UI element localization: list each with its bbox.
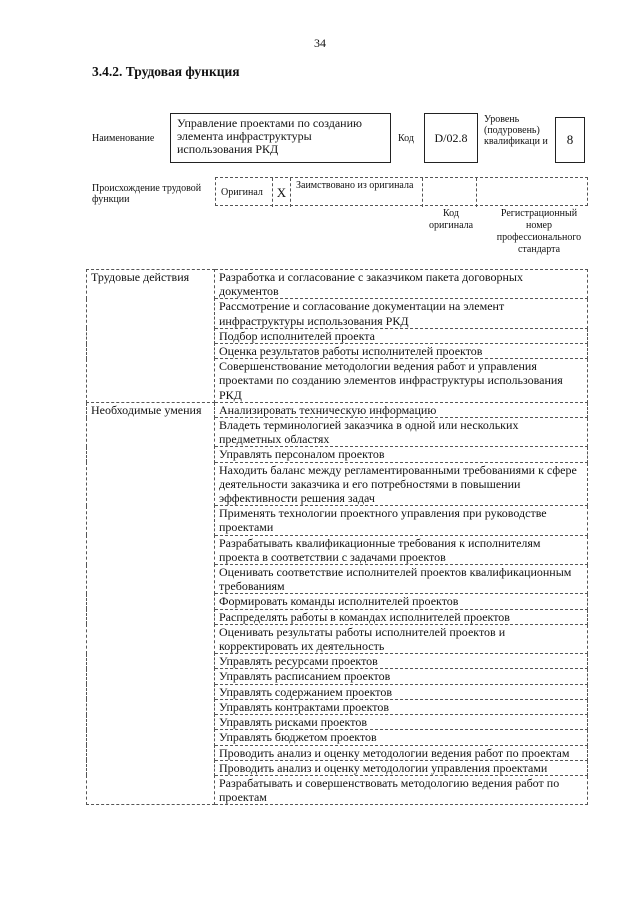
level-field <box>555 117 585 163</box>
item-cell: Разрабатывать квалификационные требования к исполнителям проекта в соответствии с задачами проектов <box>215 535 588 564</box>
item-cell: Оценивать результаты работы исполнителей проектов и корректировать их деятельность <box>215 624 588 653</box>
item-cell: Формировать команды исполнителей проектов <box>215 594 588 609</box>
code-field <box>424 113 478 163</box>
name-label: Наименование <box>92 133 155 144</box>
section-title-cell: Необходимые умения <box>87 402 215 804</box>
table-row <box>87 402 588 417</box>
item-cell: Оценка результатов работы исполнителей проектов <box>215 344 588 359</box>
section-title-cell: Трудовые действия <box>87 270 215 403</box>
item-cell: Разработка и согласование с заказчиком пакета договорных документов <box>215 270 588 299</box>
item-cell: Оценивать соответствие исполнителей проектов квалификационным требованиям <box>215 565 588 594</box>
origin-label: Происхождение трудовой функции <box>92 183 202 205</box>
item-cell: Рассмотрение и согласование документации на элемент инфраструктуры использования РКД <box>215 299 588 328</box>
item-cell: Управлять контрактами проектов <box>215 699 588 714</box>
item-cell: Владеть терминологией заказчика в одной или нескольких предметных областях <box>215 418 588 447</box>
original-code-cell <box>423 178 477 207</box>
item-cell: Управлять ресурсами проектов <box>215 654 588 669</box>
code-label: Код <box>398 133 414 144</box>
function-table <box>86 269 588 805</box>
original-label: Оригинал <box>216 178 273 207</box>
reg-number-caption: Регистрационный номер профессионального стандарта <box>496 208 582 255</box>
level-value: 8 <box>566 132 574 147</box>
code-original-caption: Код оригинала <box>428 208 474 231</box>
level-label: Уровень (подуровень) квалификаци и <box>484 114 548 147</box>
function-name-field: Управление проектами по созданию элемента инфраструктуры использования РКД <box>170 113 391 163</box>
item-cell: Проводить анализ и оценку методологии управления проектами <box>215 760 588 775</box>
item-cell: Управлять расписанием проектов <box>215 669 588 684</box>
reg-number-cell <box>477 178 589 207</box>
item-cell: Разрабатывать и совершенствовать методологию ведения работ по проектам <box>215 775 588 804</box>
item-cell: Анализировать техническую информацию <box>215 402 588 417</box>
original-mark: X <box>273 178 291 207</box>
item-cell: Проводить анализ и оценку методологии ведения работ по проектам <box>215 745 588 760</box>
table-row <box>87 270 588 299</box>
item-cell: Применять технологии проектного управления при руководстве проектами <box>215 506 588 535</box>
page-number: 34 <box>314 36 326 50</box>
item-cell: Совершенствование методологии ведения работ и управления проектами по созданию элементов инфраструктуры использования РКД <box>215 359 588 403</box>
section-title: 3.4.2. Трудовая функция <box>92 64 240 79</box>
origin-row <box>215 177 588 206</box>
item-cell: Подбор исполнителей проекта <box>215 328 588 343</box>
item-cell: Управлять содержанием проектов <box>215 684 588 699</box>
code-value: D/02.8 <box>434 130 468 145</box>
item-cell: Находить баланс между регламентированными требованиями к сфере деятельности заказчика и его потребностями в повышении эффективности решения задач <box>215 462 588 506</box>
item-cell: Управлять рисками проектов <box>215 715 588 730</box>
item-cell: Распределять работы в командах исполнителей проектов <box>215 609 588 624</box>
borrowed-label: Заимствовано из оригинала <box>291 178 423 207</box>
item-cell: Управлять персоналом проектов <box>215 447 588 462</box>
item-cell: Управлять бюджетом проектов <box>215 730 588 745</box>
